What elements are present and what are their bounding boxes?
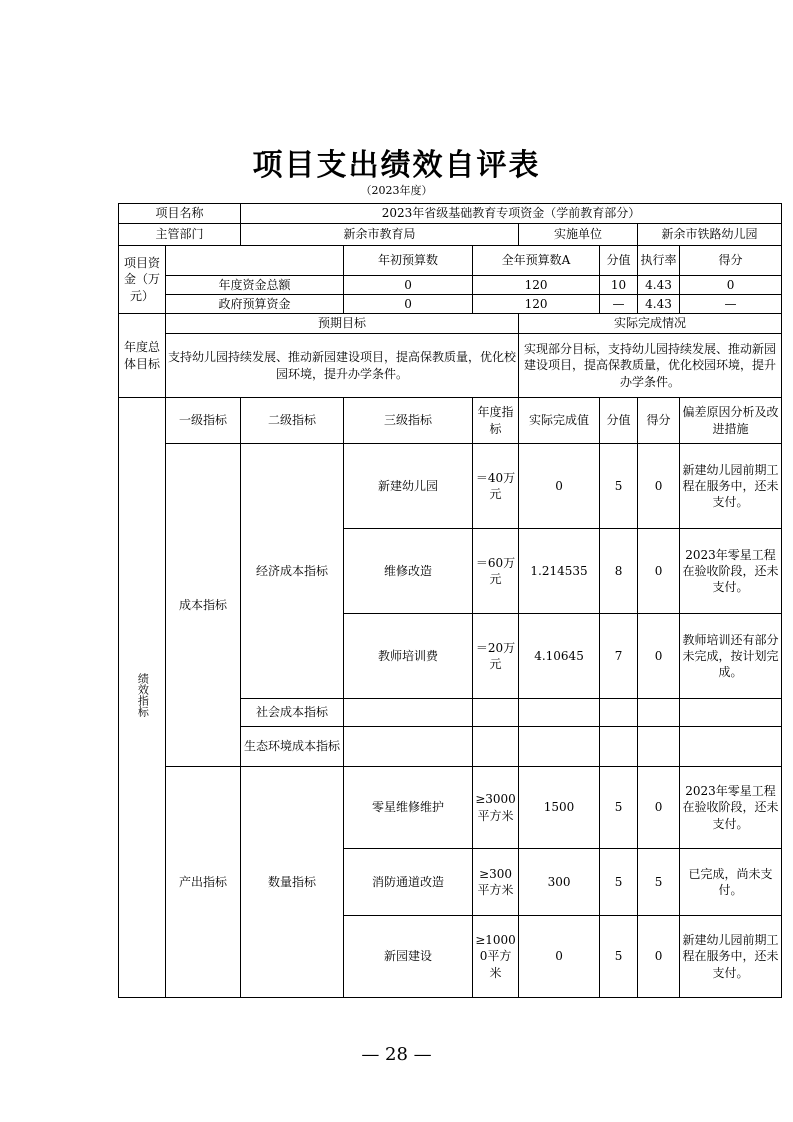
empty-cell	[519, 699, 600, 727]
table-row	[119, 767, 782, 849]
perf-quantity-label: 数量指标	[241, 767, 344, 998]
perf-label-cell	[119, 398, 166, 998]
impl-label: 实施单位	[519, 224, 638, 246]
funds-header-score: 得分	[680, 246, 782, 276]
perf-actual: 1500	[519, 767, 600, 849]
perf-actual: 0	[519, 916, 600, 998]
perf-social-label: 社会成本指标	[241, 699, 344, 727]
perf-header-l2: 二级指标	[241, 398, 344, 444]
funds-row-name: 政府预算资金	[166, 295, 344, 314]
perf-score: 0	[638, 529, 680, 614]
project-name-label: 项目名称	[119, 204, 241, 224]
perf-header-l1: 一级指标	[166, 398, 241, 444]
goals-expected-label: 预期目标	[166, 314, 519, 334]
perf-remark: 教师培训还有部分未完成，按计划完成。	[680, 614, 782, 699]
perf-actual: 1.214535	[519, 529, 600, 614]
perf-score: 0	[638, 614, 680, 699]
perf-score-value: 5	[600, 849, 638, 916]
perf-header-actual: 实际完成值	[519, 398, 600, 444]
empty-cell	[344, 727, 473, 767]
perf-header-target: 年度指标	[473, 398, 519, 444]
perf-actual: 4.10645	[519, 614, 600, 699]
perf-target: ＝60万元	[473, 529, 519, 614]
project-name-row	[119, 204, 782, 224]
performance-table	[118, 203, 782, 998]
funds-row-total	[119, 276, 782, 295]
funds-row-score: —	[680, 295, 782, 314]
impl-value: 新余市铁路幼儿园	[638, 224, 782, 246]
empty-cell	[473, 727, 519, 767]
project-name-value: 2023年省级基础教育专项资金（学前教育部分）	[241, 204, 782, 224]
perf-output-label: 产出指标	[166, 767, 241, 998]
empty-cell	[680, 727, 782, 767]
funds-row-annual: 120	[473, 276, 600, 295]
funds-row-gov	[119, 295, 782, 314]
document-subtitle: （2023年度）	[360, 184, 433, 197]
perf-score: 0	[638, 916, 680, 998]
empty-cell	[638, 699, 680, 727]
funds-row-score: 0	[680, 276, 782, 295]
perf-header-score: 得分	[638, 398, 680, 444]
funds-row-name: 年度资金总额	[166, 276, 344, 295]
funds-header-score-value: 分值	[600, 246, 638, 276]
funds-row-initial: 0	[344, 276, 473, 295]
goals-actual-label: 实际完成情况	[519, 314, 782, 334]
perf-header-score-value: 分值	[600, 398, 638, 444]
goals-header-row	[119, 314, 782, 334]
document-title: 项目支出绩效自评表	[252, 148, 541, 183]
perf-score-value: 7	[600, 614, 638, 699]
perf-l3: 新建幼儿园	[344, 444, 473, 529]
perf-remark: 2023年零星工程在验收阶段，还未支付。	[680, 767, 782, 849]
empty-cell	[600, 727, 638, 767]
perf-target: ＝40万元	[473, 444, 519, 529]
funds-row-rate: 4.43	[638, 295, 680, 314]
empty-cell	[638, 727, 680, 767]
perf-score-value: 8	[600, 529, 638, 614]
funds-header-initial: 年初预算数	[344, 246, 473, 276]
funds-row-score-value: —	[600, 295, 638, 314]
dept-row	[119, 224, 782, 246]
perf-cost-label: 成本指标	[166, 444, 241, 767]
empty-cell	[473, 699, 519, 727]
dept-label: 主管部门	[119, 224, 241, 246]
perf-remark: 已完成，尚未支付。	[680, 849, 782, 916]
perf-label: 绩效指标	[136, 673, 150, 718]
perf-score: 5	[638, 849, 680, 916]
funds-header-blank	[166, 246, 344, 276]
goals-expected-text: 支持幼儿园持续发展、推动新园建设项目，提高保教质量，优化校园环境，提升办学条件。	[166, 334, 519, 398]
perf-econ-label: 经济成本指标	[241, 444, 344, 699]
perf-l3: 消防通道改造	[344, 849, 473, 916]
table-row	[119, 444, 782, 529]
funds-header-rate: 执行率	[638, 246, 680, 276]
perf-eco-label: 生态环境成本指标	[241, 727, 344, 767]
perf-target: ≥3000平方米	[473, 767, 519, 849]
perf-l3: 零星维修维护	[344, 767, 473, 849]
funds-header-annual: 全年预算数A	[473, 246, 600, 276]
perf-remark: 新建幼儿园前期工程在服务中，还未支付。	[680, 444, 782, 529]
perf-header-l3: 三级指标	[344, 398, 473, 444]
perf-actual: 300	[519, 849, 600, 916]
empty-cell	[344, 699, 473, 727]
perf-target: ≥10000平方米	[473, 916, 519, 998]
funds-row-initial: 0	[344, 295, 473, 314]
empty-cell	[519, 727, 600, 767]
perf-header-remark: 偏差原因分析及改进措施	[680, 398, 782, 444]
goals-content-row	[119, 334, 782, 398]
funds-row-score-value: 10	[600, 276, 638, 295]
empty-cell	[680, 699, 782, 727]
perf-score: 0	[638, 767, 680, 849]
perf-l3: 新园建设	[344, 916, 473, 998]
goals-label: 年度总体目标	[119, 314, 166, 398]
perf-score: 0	[638, 444, 680, 529]
perf-remark: 2023年零星工程在验收阶段，还未支付。	[680, 529, 782, 614]
funds-row-annual: 120	[473, 295, 600, 314]
perf-remark: 新建幼儿园前期工程在服务中，还未支付。	[680, 916, 782, 998]
page-number: — 28 —	[361, 1044, 432, 1065]
funds-header-row	[119, 246, 782, 276]
goals-actual-text: 实现部分目标，支持幼儿园持续发展、推动新园建设项目，提高保教质量，优化校园环境，提升办学条件。	[519, 334, 782, 398]
perf-l3: 教师培训费	[344, 614, 473, 699]
perf-l3: 维修改造	[344, 529, 473, 614]
perf-header-row	[119, 398, 782, 444]
empty-cell	[600, 699, 638, 727]
perf-actual: 0	[519, 444, 600, 529]
perf-score-value: 5	[600, 767, 638, 849]
perf-target: ＝20万元	[473, 614, 519, 699]
dept-value: 新余市教育局	[241, 224, 519, 246]
funds-row-rate: 4.43	[638, 276, 680, 295]
perf-score-value: 5	[600, 444, 638, 529]
perf-score-value: 5	[600, 916, 638, 998]
perf-target: ≥300平方米	[473, 849, 519, 916]
funds-label: 项目资金（万元）	[119, 246, 166, 314]
